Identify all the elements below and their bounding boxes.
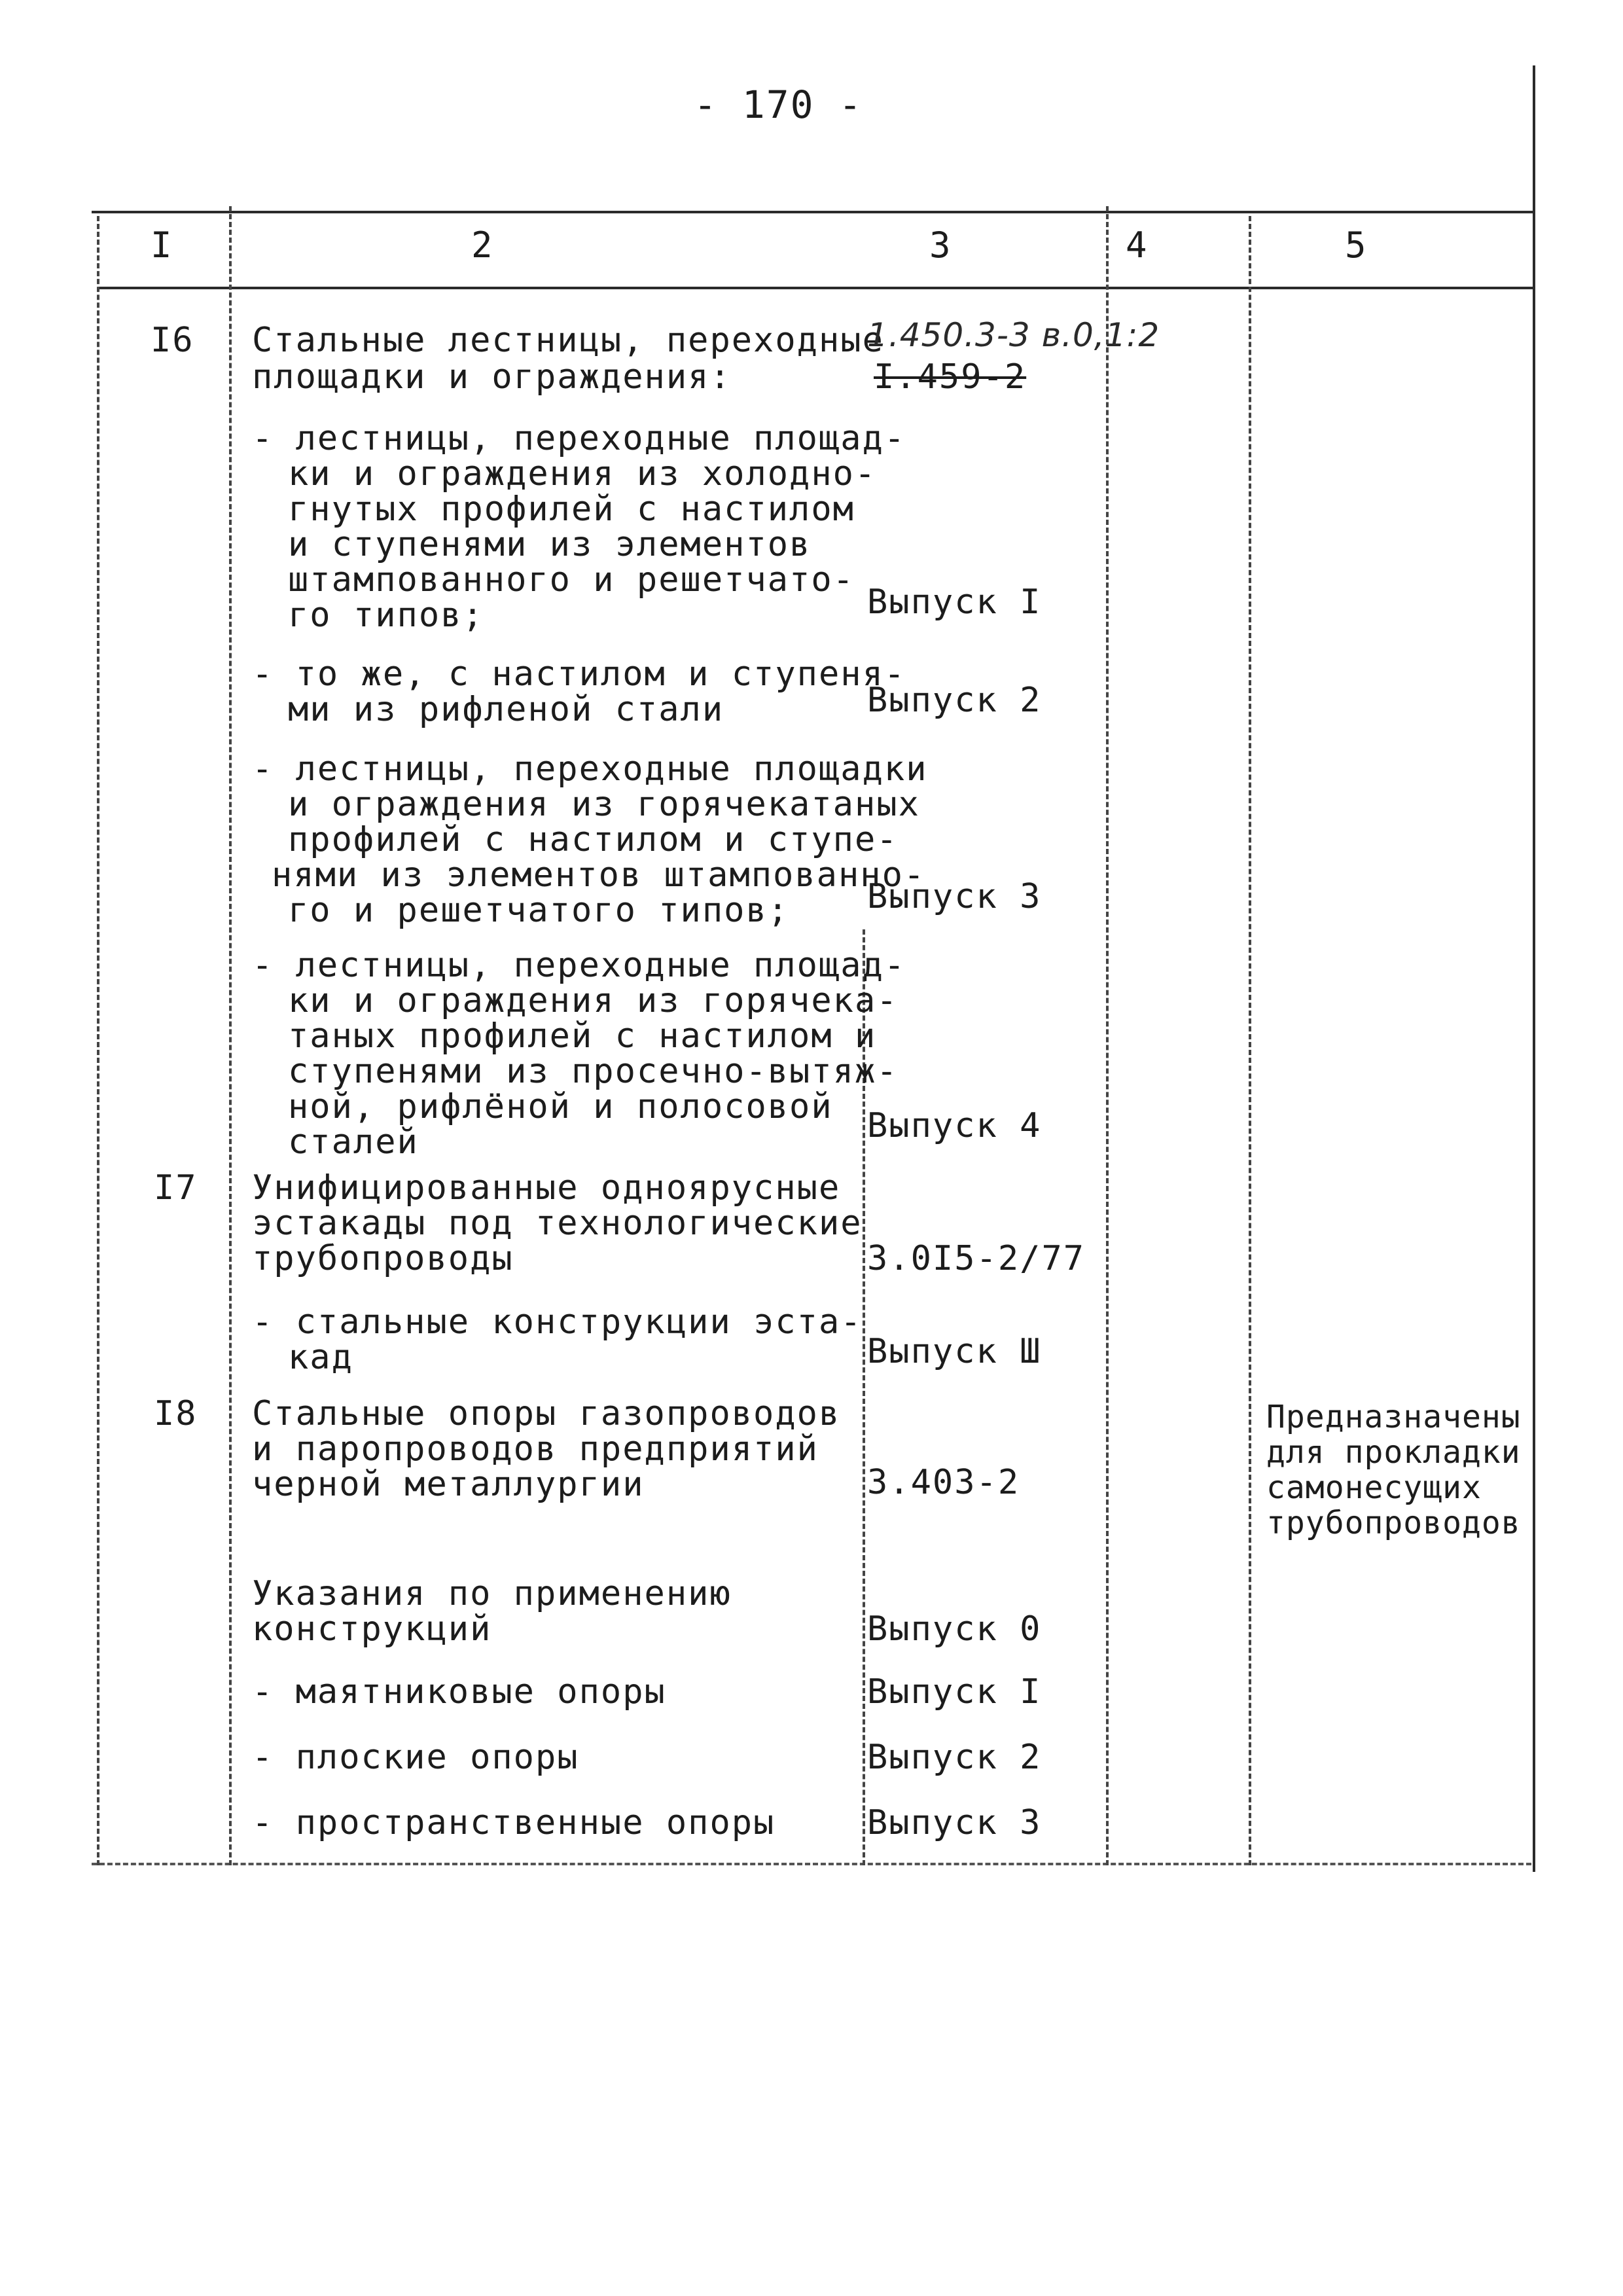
item-line: го и решетчатого типов; [288, 891, 790, 930]
item-line: го типов; [288, 596, 484, 635]
item-line: ки и ограждения из холодно- [288, 454, 877, 493]
issue-label: Выпуск 2 [867, 1738, 1042, 1777]
row-title-line: эстакады под технологические [252, 1204, 863, 1243]
column-header-3: 3 [929, 224, 952, 266]
issue-label: Выпуск 3 [867, 1803, 1042, 1842]
row-title-line: Унифицированные одноярусные [252, 1168, 841, 1208]
row-title-line: черной металлургии [252, 1465, 645, 1504]
column-divider-3-4 [1106, 206, 1109, 1865]
item-line: ной, рифлёной и полосовой [288, 1087, 833, 1126]
row-title-line: и паропроводов предприятий [252, 1429, 819, 1469]
row-number: I6 [151, 321, 194, 360]
item-line: - лестницы, переходные площад- [252, 419, 906, 458]
item-line: ми из рифленой стали [288, 690, 724, 729]
column-header-5: 5 [1345, 224, 1368, 266]
item-line: кад [288, 1338, 353, 1377]
item-line: сталей [288, 1122, 419, 1162]
item-line: гнутых профилей с настилом [288, 490, 855, 529]
item-line: и ступенями из элементов [288, 525, 812, 564]
issue-label: Выпуск 3 [867, 877, 1042, 916]
item-line: - то же, с настилом и ступеня- [252, 655, 906, 694]
issue-label: Выпуск 2 [867, 681, 1042, 720]
issue-label: Выпуск 0 [867, 1609, 1042, 1649]
instructions-line: Указания по применению [252, 1574, 732, 1613]
table-left-border [97, 216, 99, 1865]
item-line: - лестницы, переходные площадки [252, 749, 928, 789]
row-title-line: площадки и ограждения: [252, 357, 732, 397]
column-divider-1-2 [229, 206, 232, 1865]
item-line: нями из элементов штампованно- [272, 855, 926, 895]
issue-label: Выпуск Ш [867, 1332, 1042, 1371]
header-bottom-border [98, 287, 1535, 289]
item-line: - пространственные опоры [252, 1803, 776, 1842]
note-line: Предназначены [1266, 1399, 1521, 1435]
issue-label: Выпуск 4 [867, 1106, 1042, 1145]
column-divider-4-5 [1249, 216, 1251, 1865]
column-header-1: I [151, 224, 173, 266]
item-line: - лестницы, переходные площад- [252, 946, 906, 985]
item-line: ступенями из просечно-вытяж- [288, 1052, 899, 1091]
item-line: и ограждения из горячекатаных [288, 785, 920, 824]
struck-code: I.459-2 [874, 357, 1027, 397]
page-number: - 170 - [694, 82, 863, 127]
item-line: таных профилей с настилом и [288, 1016, 877, 1056]
designation-code: 3.403-2 [867, 1463, 1020, 1502]
column-header-4: 4 [1126, 224, 1149, 266]
handwritten-code: 1.450.3-3 в.0,1:2 [867, 316, 1160, 354]
row-number: I8 [154, 1394, 198, 1433]
instructions-line: конструкций [252, 1609, 492, 1649]
table-right-border [1533, 65, 1535, 1872]
note-line: трубопроводов [1266, 1505, 1521, 1541]
item-line: ки и ограждения из горячека- [288, 981, 899, 1020]
issue-label: Выпуск I [867, 583, 1042, 622]
table-bottom-border [92, 1863, 1531, 1865]
item-line: профилей с настилом и ступе- [288, 820, 899, 859]
row-title-line: трубопроводы [252, 1239, 514, 1278]
note-line: для прокладки [1266, 1434, 1521, 1471]
issue-label: Выпуск I [867, 1672, 1042, 1712]
row-title-line: Стальные лестницы, переходные [252, 321, 884, 360]
row-title-line: Стальные опоры газопроводов [252, 1394, 841, 1433]
table-top-border [92, 211, 1535, 213]
designation-code: 3.0I5-2/77 [867, 1239, 1086, 1278]
item-line: - стальные конструкции эста- [252, 1302, 863, 1342]
item-line: - плоские опоры [252, 1738, 579, 1777]
column-header-2: 2 [471, 224, 494, 266]
item-line: - маятниковые опоры [252, 1672, 666, 1712]
item-line: штампованного и решетчато- [288, 560, 855, 600]
note-line: самонесущих [1266, 1469, 1482, 1506]
row-number: I7 [154, 1168, 198, 1208]
